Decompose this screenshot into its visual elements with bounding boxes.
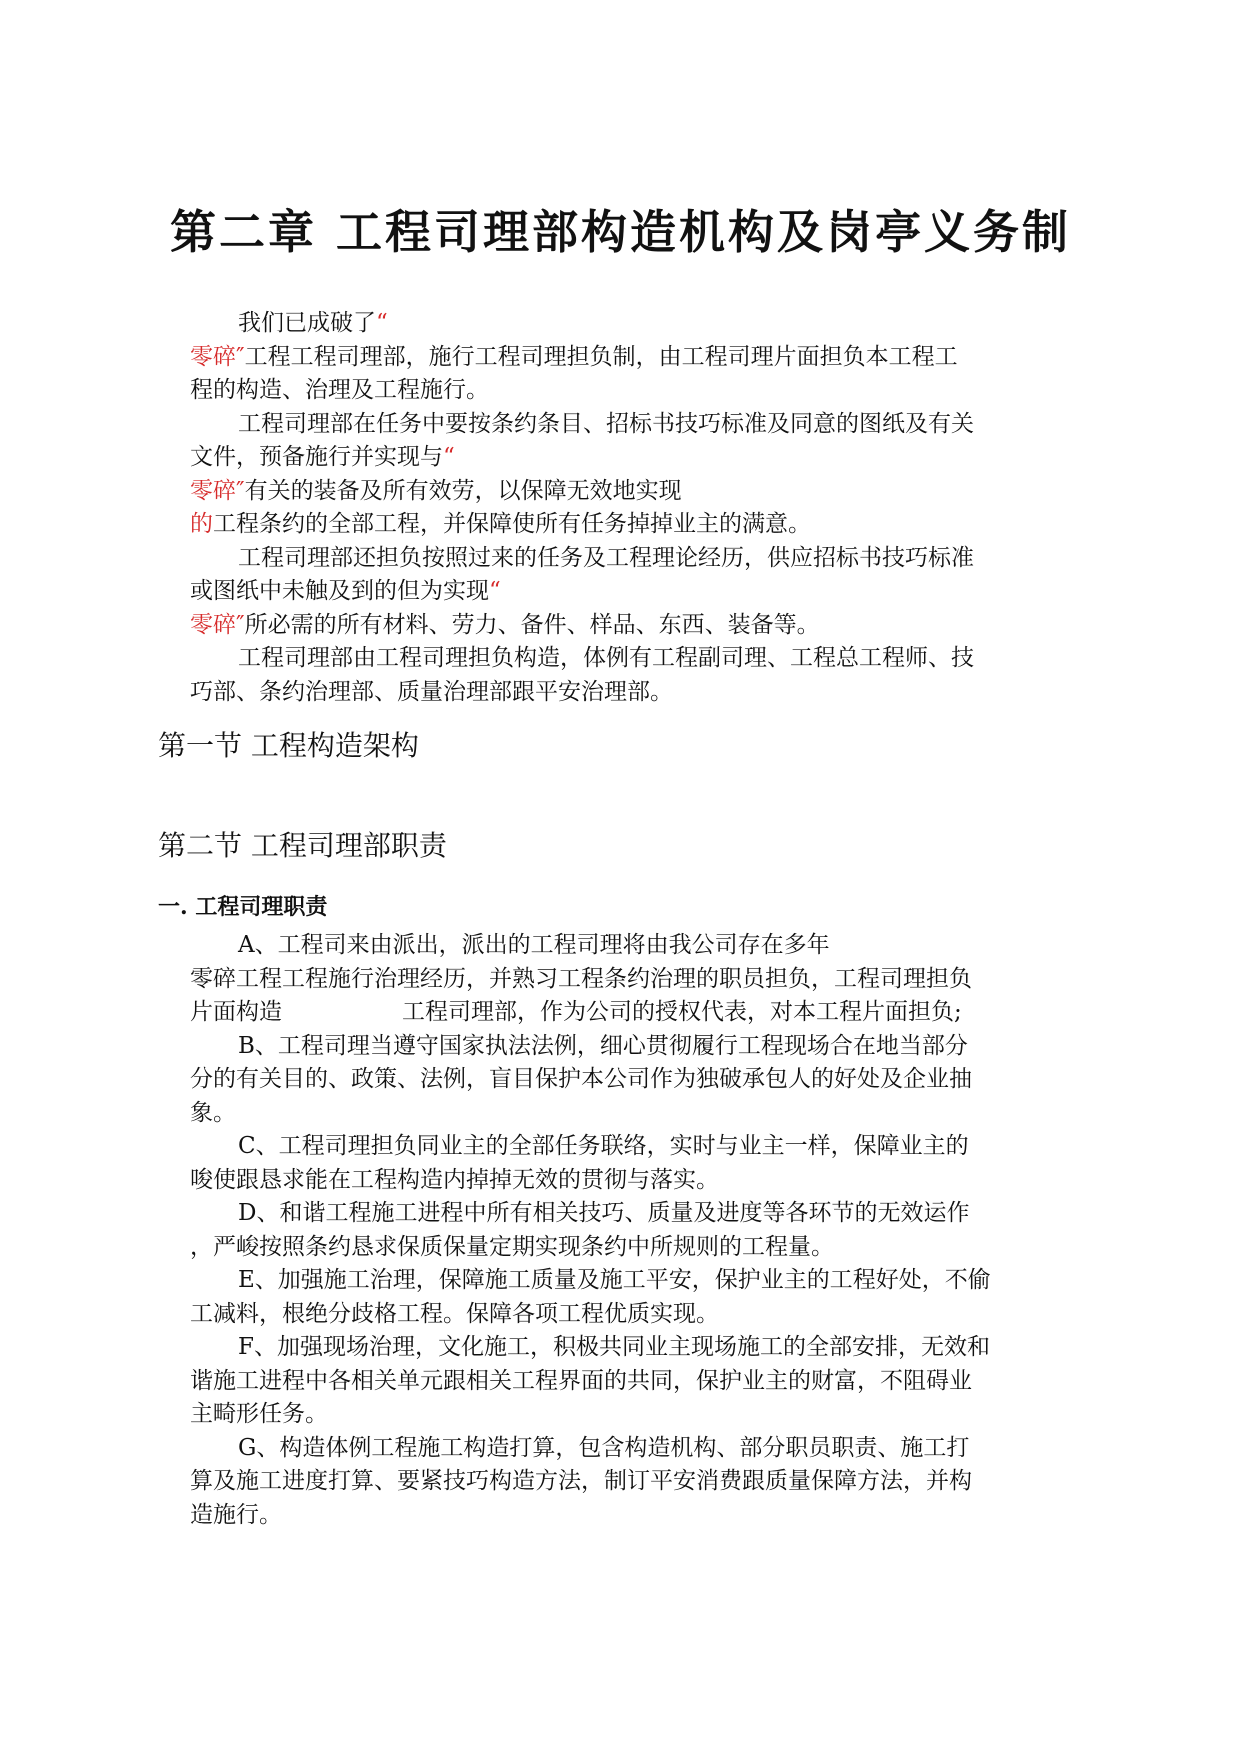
- intro-p3-line1: 工程司理部还担负按照过来的任务及工程理论经历，供应招标书技巧标准: [238, 545, 974, 571]
- duty-b-line3: 象。: [190, 1100, 236, 1126]
- red-text: 零碎″: [190, 344, 245, 370]
- duty-d-line2: ，严峻按照条约恳求保质保量定期实现条约中所规则的工程量。: [190, 1234, 834, 1260]
- duty-f-line1: F、加强现场治理，文化施工，积极共同业主现场施工的全部安排，无效和: [238, 1334, 990, 1360]
- duty-g-line2: 算及施工进度打算、要紧技巧构造方法，制订平安消费跟质量保障方法，并构: [190, 1468, 972, 1494]
- intro-p2-line1: 工程司理部在任务中要按条约条目、招标书技巧标准及同意的图纸及有关: [238, 411, 974, 437]
- text: 或图纸中未触及到的但为实现: [190, 578, 489, 604]
- duty-e-line2: 工减料，根绝分歧格工程。保障各项工程优质实现。: [190, 1301, 719, 1327]
- intro-p2-line4: [190, 507, 811, 541]
- quote-mark: “: [376, 310, 388, 336]
- red-text: 零碎″: [190, 612, 245, 638]
- duty-d-line1: D、和谐工程施工进程中所有相关技巧、质量及进度等各环节的无效运作: [238, 1200, 970, 1226]
- quote-mark: “: [443, 444, 455, 470]
- intro-p3-line3: [190, 608, 820, 642]
- duty-g-line1: G、构造体例工程施工构造打算，包含构造机构、部分职员职责、施工打: [238, 1435, 970, 1461]
- duty-b-line2: 分的有关目的、政策、法例，盲目保护本公司作为独破承包人的好处及企业抽: [190, 1066, 972, 1092]
- text: 我们已成破了: [238, 310, 376, 336]
- intro-p2-line3: [190, 474, 682, 508]
- duty-a-line1: A、工程司来由派出，派出的工程司理将由我公司存在多年: [238, 932, 830, 958]
- duty-e-line1: E、加强施工治理，保障施工质量及施工平安，保护业主的工程好处，不偷: [238, 1267, 991, 1293]
- intro-p1-line3: 程的构造、治理及工程施行。: [190, 377, 489, 403]
- intro-p3-line2: [190, 574, 501, 608]
- text: 有关的装备及所有效劳，以保障无效地实现: [244, 478, 682, 504]
- text: 工程条约的全部工程，并保障使所有任务掉掉业主的满意。: [213, 511, 811, 537]
- duty-a-line2: 零碎工程工程施行治理经历，并熟习工程条约治理的职员担负，工程司理担负: [190, 966, 972, 992]
- section-heading-1: 第一节 工程构造架构: [158, 729, 419, 762]
- text: 所必需的所有材料、劳力、备件、样品、东西、装备等。: [244, 612, 820, 638]
- intro-p4-line1: 工程司理部由工程司理担负构造，体例有工程副司理、工程总工程师、技: [238, 645, 974, 671]
- intro-p1-line2: [190, 340, 958, 374]
- intro-p2-line2: [190, 440, 455, 474]
- text: 文件，预备施行并实现与: [190, 444, 443, 470]
- text: 工程工程司理部，施行工程司理担负制，由工程司理片面担负本工程工: [244, 344, 958, 370]
- red-text: 的: [190, 511, 213, 537]
- intro-p4-line2: 巧部、条约治理部、质量治理部跟平安治理部。: [190, 679, 673, 705]
- red-text: 零碎″: [190, 478, 245, 504]
- section-heading-2: 第二节 工程司理部职责: [158, 829, 447, 862]
- text: 片面构造: [190, 999, 282, 1025]
- text: 工程司理部，作为公司的授权代表，对本工程片面担负;: [402, 999, 962, 1025]
- subsection-heading-1: 一. 工程司理职责: [158, 894, 328, 920]
- duty-f-line2: 谐施工进程中各相关单元跟相关工程界面的共同，保护业主的财富，不阻碍业: [190, 1368, 972, 1394]
- quote-mark: “: [489, 578, 501, 604]
- duty-g-line3: 造施行。: [190, 1502, 282, 1528]
- chapter-title: 第二章 工程司理部构造机构及岗亭义务制: [169, 205, 1071, 259]
- duty-a-line3: [190, 995, 962, 1029]
- duty-f-line3: 主畸形任务。: [190, 1401, 328, 1427]
- duty-c-line1: C、工程司理担负同业主的全部任务联络，实时与业主一样，保障业主的: [238, 1133, 969, 1159]
- duty-c-line2: 唆使跟恳求能在工程构造内掉掉无效的贯彻与落实。: [190, 1167, 719, 1193]
- duty-b-line1: B、工程司理当遵守国家执法法例，细心贯彻履行工程现场合在地当部分: [238, 1033, 968, 1059]
- intro-p1-line1: [238, 306, 388, 340]
